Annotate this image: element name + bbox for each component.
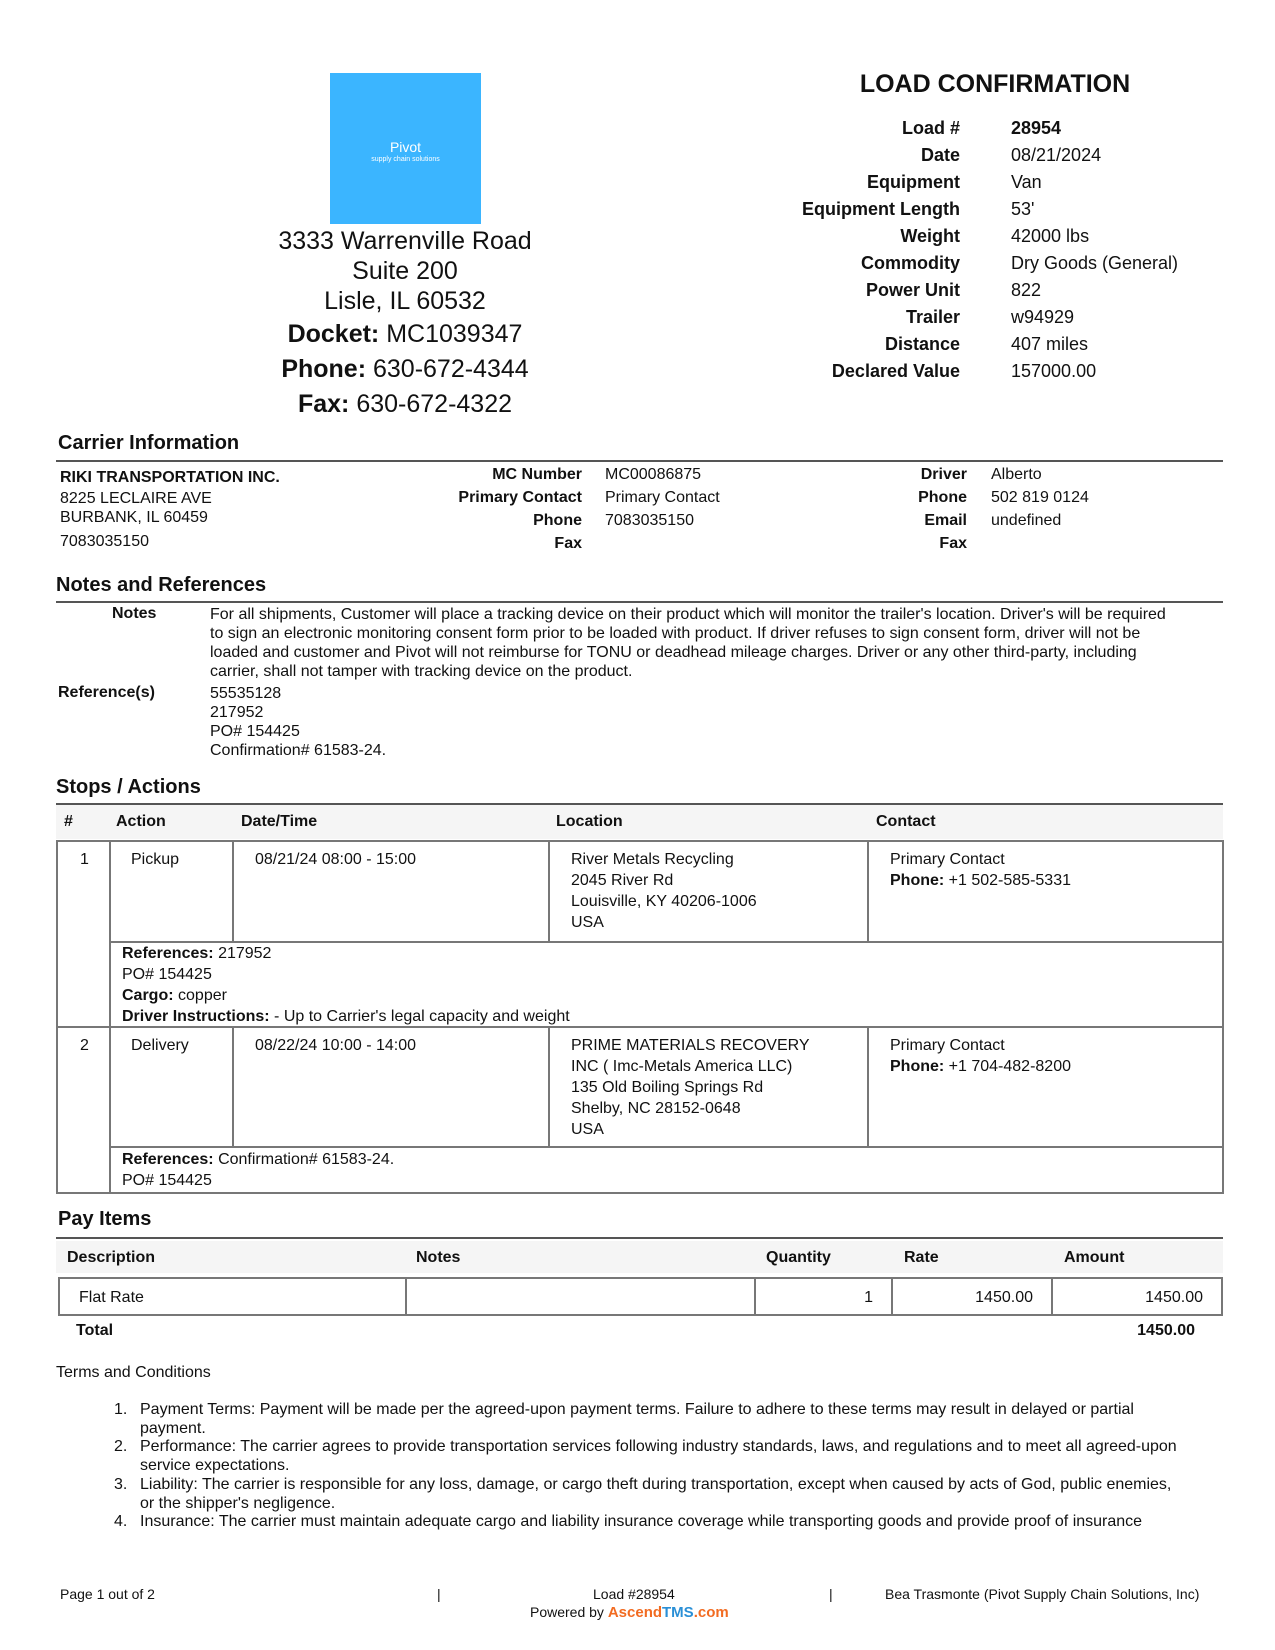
pay-rate-cell: [891, 1277, 1053, 1316]
carrier-phone-value: 7083035150: [605, 512, 694, 529]
detail-label: Commodity: [861, 253, 960, 273]
powered-by-text: Powered by: [530, 1604, 604, 1620]
carrier-address-1: 8225 LECLAIRE AVE: [60, 490, 212, 507]
detail-value: Dry Goods (General): [1011, 253, 1179, 273]
stops-section-title: Stops / Actions: [56, 776, 201, 798]
reference-item: 55535128: [210, 685, 282, 702]
detail-value: Van: [1011, 172, 1042, 192]
col-action: Action: [116, 813, 166, 830]
instructions-value: - Up to Carrier's legal capacity and weight: [274, 1008, 570, 1025]
stop-contact: [890, 1035, 1071, 1077]
stop-number: 2: [80, 1037, 89, 1054]
company-logo: [330, 73, 481, 224]
pay-description-cell: [58, 1277, 407, 1316]
load-details: [760, 115, 1178, 385]
pay-description: Flat Rate: [79, 1289, 144, 1306]
stop-location: [571, 849, 757, 933]
load-detail-row: [760, 142, 1178, 169]
location-line: 2045 River Rd: [571, 872, 674, 889]
detail-label: Weight: [900, 226, 960, 246]
terms-number: 3.: [114, 1475, 128, 1493]
stop-action: Pickup: [131, 851, 180, 868]
notes-line: For all shipments, Customer will place a tracking device on their product which will monitor the trailer's location. Driver's will be required: [210, 606, 1166, 623]
detail-value: 53': [1011, 199, 1035, 219]
terms-line: payment.: [140, 1419, 206, 1437]
location-line: USA: [571, 1121, 604, 1138]
driver-email-value: undefined: [991, 512, 1062, 529]
logo-name: Pivot: [389, 139, 422, 155]
stop-po: PO# 154425: [122, 966, 212, 983]
carrier-address: [60, 466, 280, 553]
driver-label: Driver: [920, 466, 967, 483]
contact-phone-value: +1 502-585-5331: [948, 872, 1071, 889]
col-quantity: Quantity: [766, 1249, 831, 1266]
carrier-address-2: BURBANK, IL 60459: [60, 509, 208, 526]
pay-amount-cell: [1051, 1277, 1223, 1316]
stop-details: [122, 943, 570, 1027]
driver-values: [991, 466, 1211, 558]
pay-rate: 1450.00: [975, 1289, 1033, 1306]
phone-label: Phone:: [281, 355, 367, 383]
company-address-3: Lisle, IL 60532: [324, 287, 486, 315]
logo-tagline: supply chain solutions: [371, 156, 440, 163]
driver-value: Alberto: [991, 466, 1042, 483]
driver-fax-label: Fax: [939, 535, 967, 552]
location-line: PRIME MATERIALS RECOVERY: [571, 1037, 810, 1054]
cargo-value: copper: [178, 987, 227, 1004]
stop-details: [122, 1149, 394, 1191]
mc-number-value: MC00086875: [605, 466, 702, 483]
driver-phone-label: Phone: [918, 489, 967, 506]
location-line: USA: [571, 914, 604, 931]
contact-phone-label: Phone:: [890, 872, 945, 889]
fax-label: Fax:: [297, 390, 350, 418]
pay-quantity-cell: [754, 1277, 893, 1316]
pay-section-rule: [56, 1237, 1223, 1239]
terms-list: [114, 1401, 1224, 1532]
terms-title: Terms and Conditions: [56, 1364, 211, 1381]
primary-contact-label: Primary Contact: [458, 489, 582, 506]
contact-name: Primary Contact: [890, 1037, 1005, 1054]
location-line: Louisville, KY 40206-1006: [571, 893, 757, 910]
footer-separator: |: [437, 1586, 441, 1602]
location-line: Shelby, NC 28152-0648: [571, 1100, 741, 1117]
stop-datetime: 08/22/24 10:00 - 14:00: [255, 1037, 417, 1054]
company-phone: [230, 353, 580, 386]
ascendtms-link[interactable]: [608, 1604, 729, 1621]
detail-value: 407 miles: [1011, 334, 1089, 354]
col-description: Description: [67, 1249, 156, 1266]
detail-value: w94929: [1011, 307, 1075, 327]
docket-value: MC1039347: [386, 320, 523, 348]
footer-load: Load #28954: [593, 1586, 675, 1602]
detail-value: 42000 lbs: [1011, 226, 1090, 246]
col-rate: Rate: [904, 1249, 939, 1266]
detail-value: 157000.00: [1011, 361, 1097, 381]
detail-label: Trailer: [905, 307, 960, 327]
driver-fax-value: [991, 535, 1211, 558]
contact-phone-label: Phone:: [890, 1058, 945, 1075]
stop-action: Delivery: [131, 1037, 189, 1054]
terms-line: Liability: The carrier is responsible for any loss, damage, or cargo theft during transportation, except when caused by acts of God, public enemies,: [140, 1475, 1172, 1493]
pay-amount: 1450.00: [1145, 1289, 1203, 1306]
brand-tms: TMS: [662, 1604, 694, 1621]
load-detail-row: [760, 304, 1178, 331]
contact-name: Primary Contact: [890, 851, 1005, 868]
col-contact: Contact: [876, 813, 936, 830]
stop-references: [122, 943, 570, 964]
carrier-mid-labels: [430, 466, 582, 558]
total-value: 1450.00: [1137, 1322, 1195, 1339]
phone-value: 630-672-4344: [372, 355, 529, 383]
driver-email-label: Email: [924, 512, 967, 529]
carrier-phone-label: Phone: [533, 512, 582, 529]
terms-number: 2.: [114, 1438, 128, 1456]
terms-line: Performance: The carrier agrees to provide transportation services following industry standards, laws, and regulations and to meet all agreed-upon: [140, 1438, 1177, 1456]
terms-line: or the shipper's negligence.: [140, 1494, 336, 1512]
stops-table-header: [56, 805, 1223, 839]
stop-instructions: [122, 1006, 570, 1027]
footer-separator: |: [829, 1586, 833, 1602]
notes-section-title: Notes and References: [56, 574, 267, 596]
footer-powered-by: [530, 1604, 729, 1621]
fax-value: 630-672-4322: [356, 390, 513, 418]
primary-contact-value: Primary Contact: [605, 489, 720, 506]
references-label: References:: [122, 945, 214, 962]
terms-item: [114, 1513, 1224, 1532]
company-address-2: Suite 200: [352, 257, 458, 285]
notes-text: [210, 605, 1210, 681]
load-detail-row: [760, 169, 1178, 196]
company-address-1: 3333 Warrenville Road: [278, 227, 532, 255]
col-notes: Notes: [416, 1249, 461, 1266]
references-label: Reference(s): [58, 684, 155, 701]
detail-value: 28954: [1011, 118, 1062, 138]
stop-contact: [890, 849, 1071, 891]
col-amount: Amount: [1064, 1249, 1125, 1266]
notes-line: carrier, shall not tamper with tracking device on the product.: [210, 663, 633, 680]
pay-quantity: 1: [864, 1289, 873, 1306]
driver-labels: [860, 466, 967, 558]
detail-label: Power Unit: [865, 280, 960, 300]
contact-phone-value: +1 704-482-8200: [948, 1058, 1071, 1075]
detail-value: 822: [1011, 280, 1042, 300]
footer-page: Page 1 out of 2: [60, 1586, 155, 1602]
load-detail-row: [760, 277, 1178, 304]
references-value: 217952: [218, 945, 272, 962]
detail-label: Equipment: [867, 172, 960, 192]
total-label: Total: [76, 1322, 114, 1339]
terms-line: Insurance: The carrier must maintain adequate cargo and liability insurance coverage while transporting goods and provide proof of insurance: [140, 1513, 1143, 1531]
detail-label: Load #: [901, 118, 960, 138]
load-detail-row: [760, 196, 1178, 223]
terms-number: 1.: [114, 1401, 128, 1418]
carrier-fax-label: Fax: [554, 535, 582, 552]
detail-value: 08/21/2024: [1011, 145, 1102, 165]
stop-datetime: 08/21/24 08:00 - 15:00: [255, 851, 417, 868]
pay-table-header: [56, 1241, 1223, 1273]
load-detail-row: [760, 115, 1178, 142]
notes-line: loaded and customer and Pivot will not reimburse for TONU or deadhead mileage charges. Driver or any other third-party, including: [210, 644, 1137, 661]
pay-section-title: Pay Items: [58, 1208, 152, 1230]
stop-number: 1: [80, 851, 89, 868]
load-detail-row: [760, 250, 1178, 277]
detail-label: Distance: [884, 334, 960, 354]
mc-number-label: MC Number: [492, 466, 582, 483]
contact-phone: [890, 870, 1071, 891]
brand-ascend: Ascend: [607, 1604, 663, 1621]
terms-item: [114, 1476, 1224, 1513]
terms-item: [114, 1438, 1224, 1475]
references-label: References:: [122, 1151, 214, 1168]
load-detail-row: [760, 358, 1178, 385]
detail-label: Date: [920, 145, 960, 165]
notes-label: Notes: [112, 605, 157, 622]
carrier-fax-value: [605, 535, 855, 558]
stop-location: [571, 1035, 810, 1140]
load-detail-row: [760, 331, 1178, 358]
driver-phone-value: 502 819 0124: [991, 489, 1089, 506]
docket-label: Docket:: [287, 320, 380, 348]
stop-references: [122, 1149, 394, 1170]
terms-line: Payment Terms: Payment will be made per the agreed-upon payment terms. Failure to adhere to these terms may result in delayed or partial: [140, 1401, 1134, 1418]
cargo-label: Cargo:: [122, 987, 174, 1004]
instructions-label: Driver Instructions:: [122, 1008, 270, 1025]
load-detail-row: [760, 223, 1178, 250]
col-location: Location: [556, 813, 623, 830]
references-value: Confirmation# 61583-24.: [218, 1151, 395, 1168]
carrier-phone: 7083035150: [60, 533, 149, 550]
notes-section-rule: [56, 601, 1223, 603]
detail-label: Declared Value: [831, 361, 960, 381]
company-fax: [230, 388, 580, 421]
terms-line: service expectations.: [140, 1457, 290, 1475]
pay-notes-cell: [405, 1277, 756, 1316]
reference-item: Confirmation# 61583-24.: [210, 742, 387, 759]
col-num: #: [64, 813, 73, 830]
location-line: 135 Old Boiling Springs Rd: [571, 1079, 764, 1096]
stop-po: PO# 154425: [122, 1172, 212, 1189]
contact-phone: [890, 1056, 1071, 1077]
detail-label: Equipment Length: [802, 199, 960, 219]
notes-line: to sign an electronic monitoring consent form prior to be loaded with product. If driver refuses to sign consent form, driver will not be: [210, 625, 1141, 642]
location-line: INC ( Imc-Metals America LLC): [571, 1058, 793, 1075]
reference-item: PO# 154425: [210, 723, 300, 740]
col-datetime: Date/Time: [241, 813, 318, 830]
carrier-name: RIKI TRANSPORTATION INC.: [60, 469, 280, 486]
company-docket: [230, 318, 580, 351]
page-title: LOAD CONFIRMATION: [859, 70, 1131, 98]
references-list: [210, 684, 1210, 760]
carrier-section-title: Carrier Information: [58, 432, 240, 454]
brand-com: .com: [693, 1604, 729, 1621]
footer-user: Bea Trasmonte (Pivot Supply Chain Solutions, Inc): [885, 1586, 1200, 1602]
company-info: [230, 226, 580, 421]
carrier-mid-values: [605, 466, 855, 558]
carrier-section-rule: [56, 460, 1223, 462]
reference-item: 217952: [210, 704, 264, 721]
terms-item: [114, 1401, 1224, 1438]
stop-cargo: [122, 985, 570, 1006]
terms-number: 4.: [114, 1513, 128, 1531]
location-line: River Metals Recycling: [571, 851, 734, 868]
